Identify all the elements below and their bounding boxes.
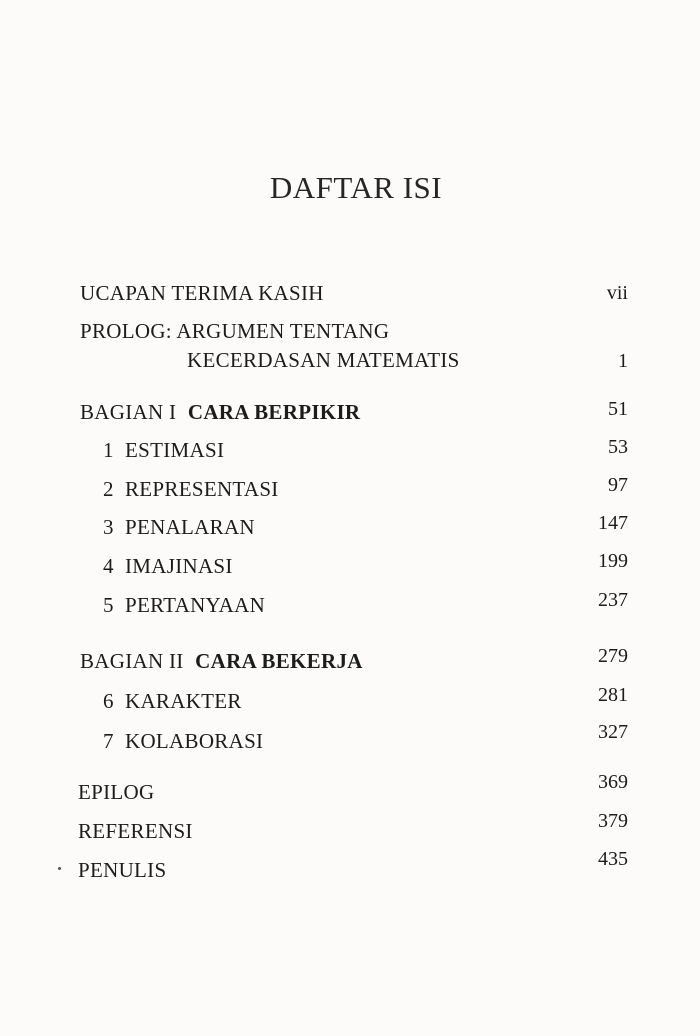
toc-page-number: 53 [608,436,628,458]
toc-entry-label: PROLOG: ARGUMEN TENTANG [80,319,390,343]
toc-entry-epilog[interactable] [78,782,154,803]
toc-entry-chapter-3[interactable] [103,517,255,538]
toc-entry-chapter-2[interactable] [103,479,279,500]
toc-entry-chapter-5[interactable] [103,595,265,616]
part-prefix: BAGIAN II [80,649,184,673]
chapter-number: 3 [103,515,114,539]
part-title: CARA BEKERJA [195,649,363,673]
page-title: DAFTAR ISI [269,170,443,205]
chapter-number: 4 [103,554,114,578]
toc-entry-bagian-2[interactable] [80,651,363,672]
chapter-title: PENALARAN [125,515,255,539]
chapter-title: REPRESENTASI [125,477,279,501]
toc-page-number: 1 [618,350,628,372]
toc-page-number: 369 [598,771,628,793]
chapter-number: 5 [103,593,114,617]
part-prefix: BAGIAN I [80,400,177,424]
toc-page-number: 199 [598,550,628,572]
chapter-number: 1 [103,438,114,462]
toc-entry-chapter-4[interactable] [103,556,233,577]
toc-entry-label: EPILOG [78,780,155,804]
chapter-title: IMAJINASI [125,554,233,578]
toc-entry-label: UCAPAN TERIMA KASIH [80,281,324,305]
part-title: CARA BERPIKIR [187,400,361,424]
chapter-title: KARAKTER [125,689,242,713]
toc-page-number: 51 [608,398,628,420]
toc-page-number: 147 [598,512,628,534]
print-speck [58,867,61,870]
toc-entry-chapter-6[interactable] [103,691,242,712]
chapter-number: 6 [103,689,114,713]
toc-page-number: 97 [608,474,628,496]
chapter-title: KOLABORASI [125,729,264,753]
toc-entry-prolog-continuation [187,350,460,371]
toc-entry-penulis[interactable] [78,860,166,881]
toc-page-number: 327 [598,721,628,743]
toc-page-number: 435 [598,848,628,870]
toc-entry-bagian-1[interactable] [80,402,360,423]
toc-page-number: vii [606,282,628,304]
toc-page-number: 379 [598,810,628,832]
chapter-number: 2 [103,477,114,501]
toc-entry-referensi[interactable] [78,821,193,842]
toc-page-number: 237 [598,589,628,611]
toc-entry-chapter-7[interactable] [103,731,263,752]
toc-page-number: 281 [598,684,628,706]
toc-entry-label: REFERENSI [78,819,193,843]
toc-entry-ucapan[interactable] [80,283,324,304]
toc-entry-label: KECERDASAN MATEMATIS [187,348,460,372]
toc-entry-label: PENULIS [78,858,167,882]
chapter-number: 7 [103,729,114,753]
toc-page-number: 279 [598,645,628,667]
chapter-title: ESTIMASI [125,438,225,462]
toc-entry-chapter-1[interactable] [103,440,224,461]
toc-entry-prolog[interactable] [80,321,389,342]
chapter-title: PERTANYAAN [125,593,266,617]
